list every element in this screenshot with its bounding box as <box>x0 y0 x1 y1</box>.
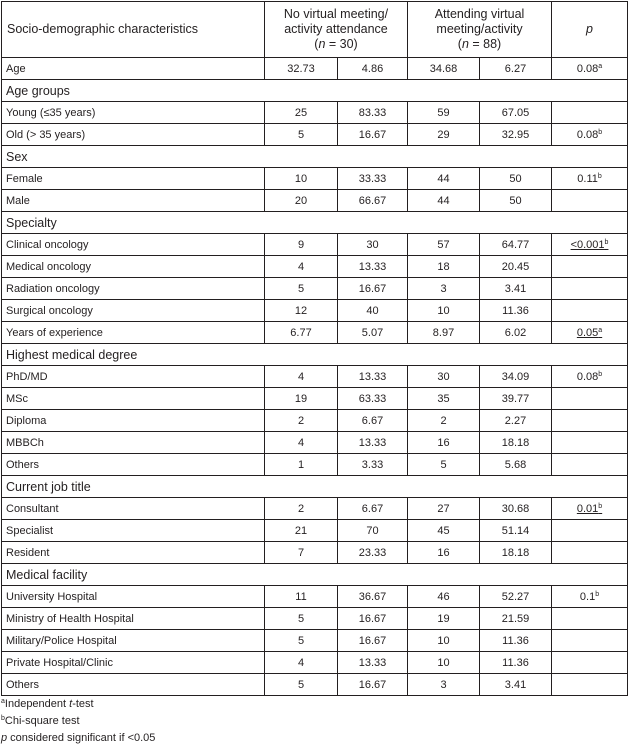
row-label: Medical oncology <box>2 256 265 278</box>
section-row <box>2 476 628 498</box>
cell-v1: 6.77 <box>265 322 338 344</box>
cell-v4: 11.36 <box>480 652 552 674</box>
p-value <box>577 371 602 383</box>
cell-v4: 18.18 <box>480 432 552 454</box>
table-row <box>2 234 628 256</box>
cell-p-value <box>552 58 628 80</box>
cell-v1: 2 <box>265 498 338 520</box>
section-row <box>2 212 628 234</box>
row-label: Male <box>2 190 265 212</box>
cell-v1: 25 <box>265 102 338 124</box>
row-label: MBBCh <box>2 432 265 454</box>
cell-v4: 32.95 <box>480 124 552 146</box>
section-heading: Current job title <box>2 476 628 498</box>
cell-p-value <box>552 234 628 256</box>
cell-v3: 10 <box>408 300 480 322</box>
cell-v1: 2 <box>265 410 338 432</box>
p-value-test-mark: b <box>597 172 602 180</box>
header-p-value <box>552 2 628 58</box>
cell-v1: 4 <box>265 432 338 454</box>
cell-v2: 30 <box>338 234 408 256</box>
table-row <box>2 608 628 630</box>
cell-v1: 5 <box>265 674 338 696</box>
p-value <box>577 129 602 141</box>
row-label: Consultant <box>2 498 265 520</box>
cell-p-value <box>552 410 628 432</box>
cell-v1: 5 <box>265 278 338 300</box>
cell-v2: 16.67 <box>338 124 408 146</box>
table-row <box>2 168 628 190</box>
row-label: Private Hospital/Clinic <box>2 652 265 674</box>
table-row <box>2 256 628 278</box>
cell-v4: 51.14 <box>480 520 552 542</box>
footnotes <box>1 696 155 747</box>
table-row <box>2 410 628 432</box>
row-label: Radiation oncology <box>2 278 265 300</box>
footnote-significance-text: considered significant if <0.05 <box>7 732 156 744</box>
cell-p-value <box>552 256 628 278</box>
p-value-test-mark: b <box>598 502 603 510</box>
cell-p-value <box>552 498 628 520</box>
row-label: Years of experience <box>2 322 265 344</box>
cell-v4: 11.36 <box>480 300 552 322</box>
header-attending-line2: meeting/activity <box>436 22 523 36</box>
cell-v1: 1 <box>265 454 338 476</box>
table-row <box>2 278 628 300</box>
table-row <box>2 542 628 564</box>
cell-v4: 6.27 <box>480 58 552 80</box>
cell-v3: 30 <box>408 366 480 388</box>
row-label: Resident <box>2 542 265 564</box>
footnote-b-text: Chi-square test <box>4 715 80 727</box>
row-label: Military/Police Hospital <box>2 630 265 652</box>
cell-v1: 11 <box>265 586 338 608</box>
cell-v2: 5.07 <box>338 322 408 344</box>
p-value <box>580 591 599 603</box>
table-row <box>2 586 628 608</box>
cell-v4: 67.05 <box>480 102 552 124</box>
cell-p-value <box>552 586 628 608</box>
cell-v3: 16 <box>408 432 480 454</box>
row-label: Others <box>2 674 265 696</box>
header-no-attendance-n-prefix: ( <box>314 37 319 51</box>
cell-v1: 5 <box>265 608 338 630</box>
footnote-b-mark: b <box>1 715 5 722</box>
p-value-number: 0.08 <box>576 62 599 75</box>
table-row <box>2 190 628 212</box>
header-attending-n-var: n <box>461 37 469 51</box>
cell-p-value <box>552 652 628 674</box>
cell-v4: 5.68 <box>480 454 552 476</box>
table-row <box>2 58 628 80</box>
header-attending-n-suffix: = 88) <box>468 37 502 51</box>
header-characteristics <box>2 2 265 58</box>
cell-v2: 6.67 <box>338 498 408 520</box>
cell-v3: 35 <box>408 388 480 410</box>
cell-v3: 3 <box>408 674 480 696</box>
section-row <box>2 564 628 586</box>
p-value-number: 0.11 <box>577 172 598 185</box>
row-label: Surgical oncology <box>2 300 265 322</box>
cell-v3: 16 <box>408 542 480 564</box>
cell-v2: 66.67 <box>338 190 408 212</box>
footnote-a-italic: t <box>69 698 73 710</box>
cell-v2: 16.67 <box>338 630 408 652</box>
cell-v2: 6.67 <box>338 410 408 432</box>
cell-v2: 16.67 <box>338 278 408 300</box>
cell-p-value <box>552 322 628 344</box>
table-row <box>2 674 628 696</box>
table-row <box>2 520 628 542</box>
header-no-attendance-line1: No virtual meeting/ <box>283 7 389 21</box>
cell-v3: 2 <box>408 410 480 432</box>
cell-v1: 4 <box>265 366 338 388</box>
cell-v3: 57 <box>408 234 480 256</box>
header-no-attendance <box>265 2 408 58</box>
row-label: University Hospital <box>2 586 265 608</box>
footnote-a <box>1 696 155 713</box>
row-label: PhD/MD <box>2 366 265 388</box>
table-row <box>2 124 628 146</box>
table-row <box>2 102 628 124</box>
cell-v1: 20 <box>265 190 338 212</box>
footnote-b <box>1 713 155 730</box>
row-label: Specialist <box>2 520 265 542</box>
cell-v1: 7 <box>265 542 338 564</box>
p-value-number: 0.08 <box>576 370 599 383</box>
table-row <box>2 300 628 322</box>
cell-v2: 33.33 <box>338 168 408 190</box>
p-value <box>577 63 602 75</box>
cell-v4: 50 <box>480 168 552 190</box>
cell-p-value <box>552 542 628 564</box>
table-row <box>2 366 628 388</box>
p-value-number: 0.05 <box>576 326 599 339</box>
cell-v4: 3.41 <box>480 674 552 696</box>
cell-v2: 40 <box>338 300 408 322</box>
table-row <box>2 498 628 520</box>
cell-p-value <box>552 388 628 410</box>
cell-v2: 36.67 <box>338 586 408 608</box>
table-body <box>2 2 628 696</box>
cell-p-value <box>552 190 628 212</box>
row-label: Ministry of Health Hospital <box>2 608 265 630</box>
cell-v2: 4.86 <box>338 58 408 80</box>
cell-v4: 34.09 <box>480 366 552 388</box>
header-p-label: p <box>586 22 593 36</box>
cell-v4: 20.45 <box>480 256 552 278</box>
cell-v2: 16.67 <box>338 608 408 630</box>
cell-v3: 29 <box>408 124 480 146</box>
cell-p-value <box>552 168 628 190</box>
cell-p-value <box>552 300 628 322</box>
footnote-significance <box>1 730 155 747</box>
cell-v2: 70 <box>338 520 408 542</box>
header-attending <box>408 2 552 58</box>
cell-v3: 46 <box>408 586 480 608</box>
footnote-significance-italic: p <box>1 732 8 744</box>
table-row <box>2 454 628 476</box>
cell-v3: 44 <box>408 190 480 212</box>
cell-v4: 50 <box>480 190 552 212</box>
cell-v3: 5 <box>408 454 480 476</box>
cell-v2: 13.33 <box>338 366 408 388</box>
section-heading: Medical facility <box>2 564 628 586</box>
cell-p-value <box>552 124 628 146</box>
cell-v2: 83.33 <box>338 102 408 124</box>
cell-v4: 11.36 <box>480 630 552 652</box>
p-value-test-mark: a <box>598 326 603 334</box>
row-label: Diploma <box>2 410 265 432</box>
p-value-test-mark: b <box>604 238 609 246</box>
cell-v2: 13.33 <box>338 652 408 674</box>
footnote-a-prefix: Independent <box>4 698 70 710</box>
p-value-test-mark: b <box>598 370 603 378</box>
cell-v2: 13.33 <box>338 256 408 278</box>
cell-v1: 5 <box>265 124 338 146</box>
header-no-attendance-line2: activity attendance <box>284 22 388 36</box>
cell-p-value <box>552 674 628 696</box>
cell-v1: 32.73 <box>265 58 338 80</box>
table-header-row <box>2 2 628 58</box>
row-label: Old (> 35 years) <box>2 124 265 146</box>
cell-v4: 52.27 <box>480 586 552 608</box>
section-row <box>2 80 628 102</box>
footnote-a-suffix: -test <box>72 698 94 710</box>
cell-v3: 27 <box>408 498 480 520</box>
cell-v3: 10 <box>408 652 480 674</box>
cell-v4: 6.02 <box>480 322 552 344</box>
cell-v4: 64.77 <box>480 234 552 256</box>
cell-v3: 45 <box>408 520 480 542</box>
p-value <box>577 327 602 339</box>
cell-v4: 39.77 <box>480 388 552 410</box>
cell-p-value <box>552 630 628 652</box>
cell-p-value <box>552 366 628 388</box>
cell-p-value <box>552 278 628 300</box>
cell-v2: 16.67 <box>338 674 408 696</box>
cell-v1: 19 <box>265 388 338 410</box>
p-value <box>571 239 609 251</box>
cell-v2: 3.33 <box>338 454 408 476</box>
section-row <box>2 146 628 168</box>
table-row <box>2 322 628 344</box>
section-heading: Specialty <box>2 212 628 234</box>
table-row <box>2 388 628 410</box>
cell-v3: 34.68 <box>408 58 480 80</box>
row-label: Young (≤35 years) <box>2 102 265 124</box>
row-label: MSc <box>2 388 265 410</box>
table-row <box>2 652 628 674</box>
cell-v2: 13.33 <box>338 432 408 454</box>
cell-v4: 2.27 <box>480 410 552 432</box>
p-value <box>577 503 602 515</box>
section-heading: Age groups <box>2 80 628 102</box>
header-no-attendance-n-suffix: = 30) <box>325 37 358 51</box>
cell-v1: 12 <box>265 300 338 322</box>
footnote-a-mark: a <box>1 698 5 705</box>
row-label: Female <box>2 168 265 190</box>
cell-v4: 21.59 <box>480 608 552 630</box>
cell-v3: 44 <box>408 168 480 190</box>
section-row <box>2 344 628 366</box>
header-characteristics-label: Socio-demographic characteristics <box>7 22 199 36</box>
table-row <box>2 432 628 454</box>
cell-v3: 10 <box>408 630 480 652</box>
p-value-number: 0.08 <box>576 128 599 141</box>
row-label: Age <box>2 58 265 80</box>
p-value-test-mark: a <box>598 62 603 70</box>
cell-v3: 59 <box>408 102 480 124</box>
row-label: Clinical oncology <box>2 234 265 256</box>
cell-p-value <box>552 454 628 476</box>
p-value-test-mark: b <box>598 128 603 136</box>
row-label: Others <box>2 454 265 476</box>
cell-v2: 63.33 <box>338 388 408 410</box>
header-no-attendance-n-var: n <box>318 37 326 51</box>
p-value-number: 0.01 <box>576 502 599 515</box>
header-attending-line1: Attending virtual <box>434 7 525 21</box>
cell-v3: 19 <box>408 608 480 630</box>
cell-p-value <box>552 520 628 542</box>
socio-demographic-table <box>1 1 628 696</box>
cell-p-value <box>552 608 628 630</box>
cell-v1: 4 <box>265 652 338 674</box>
cell-v4: 18.18 <box>480 542 552 564</box>
p-value <box>577 173 602 185</box>
cell-v4: 30.68 <box>480 498 552 520</box>
cell-v3: 8.97 <box>408 322 480 344</box>
p-value-number: <0.001 <box>570 238 605 251</box>
table-row <box>2 630 628 652</box>
cell-v2: 23.33 <box>338 542 408 564</box>
cell-v1: 5 <box>265 630 338 652</box>
cell-p-value <box>552 102 628 124</box>
cell-v1: 4 <box>265 256 338 278</box>
cell-v4: 3.41 <box>480 278 552 300</box>
cell-v3: 18 <box>408 256 480 278</box>
cell-p-value <box>552 432 628 454</box>
section-heading: Highest medical degree <box>2 344 628 366</box>
section-heading: Sex <box>2 146 628 168</box>
cell-v1: 9 <box>265 234 338 256</box>
cell-v3: 3 <box>408 278 480 300</box>
cell-v1: 21 <box>265 520 338 542</box>
cell-v1: 10 <box>265 168 338 190</box>
p-value-test-mark: b <box>595 590 600 598</box>
p-value-number: 0.1 <box>579 590 596 603</box>
header-attending-n-prefix: ( <box>457 37 462 51</box>
